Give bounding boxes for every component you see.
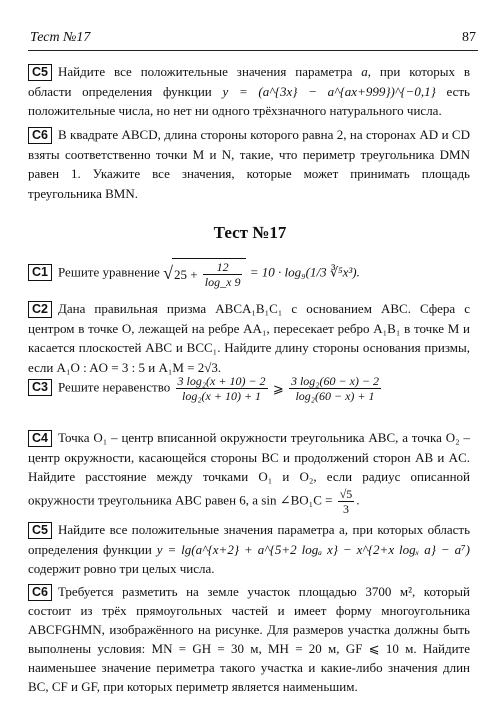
fraction-left: $\frac{\text{3 log₂(x + 10) − 2}}{\text{log₂(x + 10) + 1}}$ [177, 374, 266, 403]
problem-label: С6 [28, 127, 52, 144]
fraction-right: $\frac{\text{3 log₂(60 − x) − 2}}{\text{log₂(60 − x) + 1}}$ [290, 374, 379, 403]
problem-c5-top: С5 Найдите все положительные значения параметра a, при которых в области определения функции y = (a^{3x} − a^{ax+999})^{−0,1} есть положительные числа, но нет ни одного трёхзначного натурального числа. [28, 64, 471, 118]
problem-label: С5 [28, 522, 52, 539]
formula-rhs: = 10 · log₉(1/3 ∛⁵x³). [249, 264, 360, 280]
problem-c1: С1 Решите уравнение √25 + $\frac{12}{\log\_x 9}$ = 10 · log₉(1/3 ∛⁵x³). [28, 258, 470, 289]
problem-label: С2 [28, 301, 52, 318]
running-title: Тест №17 [30, 30, 91, 45]
page-number: 87 [462, 30, 476, 45]
problem-c3: С3 Решите неравенство $\frac{\text{3 log₂(x + 10) − 2}}{\text{log₂(x + 10) + 1}}$ ⩾ $\frac{\text{3 log₂(60 − x) − 2}}{\text{log₂(60 − x) + 1}}$ [28, 374, 470, 403]
page-header [28, 30, 478, 51]
section-title: Тест №17 [213, 223, 287, 242]
formula: y = (a^{3x} − a^{ax+999})^{−0,1} [222, 83, 436, 99]
formula: y = lg(a^{x+2} + a^{5+2 logₐ x} − x^{2+x logₓ a} − a⁷) [156, 541, 470, 557]
problem-c5-bottom: С5 Найдите все положительные значения параметра a, при которых область определения функции y = lg(a^{x+2} + a^{5+2 logₐ x} − x^{2+x logₓ a} − a⁷) содержит ровно три целых числа. [28, 522, 470, 576]
problem-label: С6 [28, 584, 52, 601]
formula: 25 + $\frac{12}{\log\_x 9}$ [172, 258, 247, 289]
problem-label: С4 [28, 430, 52, 447]
problem-label: С1 [28, 264, 52, 281]
problem-label: С3 [28, 379, 52, 396]
problem-c2: С2 Дана правильная призма ABCA₁B₁C₁ с основанием ABC. Сфера с центром в точке O, лежащей на ребре AA₁, пересекает ребро A₁B₁ в точке M и касается плоскостей ABC и BCC₁. Найдите длину стороны основания призмы, если A₁O : AO = 3 : 5 и A₁M = 2√3. [28, 301, 470, 375]
problem-label: С5 [28, 64, 52, 81]
problem-c6-bottom: С6 Требуется разметить на земле участок площадью 3700 м², который состоит из трёх прямоугольных частей и имеет форму многоугольника ABCFGHMN, изображённого на рисунке. Для размеров участка должны быть выполнены условия: MN = GH = 30 м, MH = 20 м, GF ⩽ 10 м. Найдите наименьшее значение периметра такого участка и какие-либо значения длин BC, CF и GF, при которых периметр является наименьшим. [28, 584, 470, 694]
problem-c6-top: С6 В квадрате ABCD, длина стороны которого равна 2, на сторонах AD и CD взяты соответственно точки M и N, такие, что периметр треугольника DMN равен 1. Укажите все значения, которые может принимать площадь треугольника BMN. [28, 127, 470, 201]
problem-c4: С4 Точка O₁ – центр вписанной окружности треугольника ABC, а точка O₂ – центр окружности, касающейся стороны BC и продолжений сторон AB и AC. Найдите расстояние между точками O₁ и O₂, если радиус описанной окружности треугольника ABC равен 6, а sin ∠BO₁C = $\frac{√5}{3}$ . [28, 430, 470, 516]
